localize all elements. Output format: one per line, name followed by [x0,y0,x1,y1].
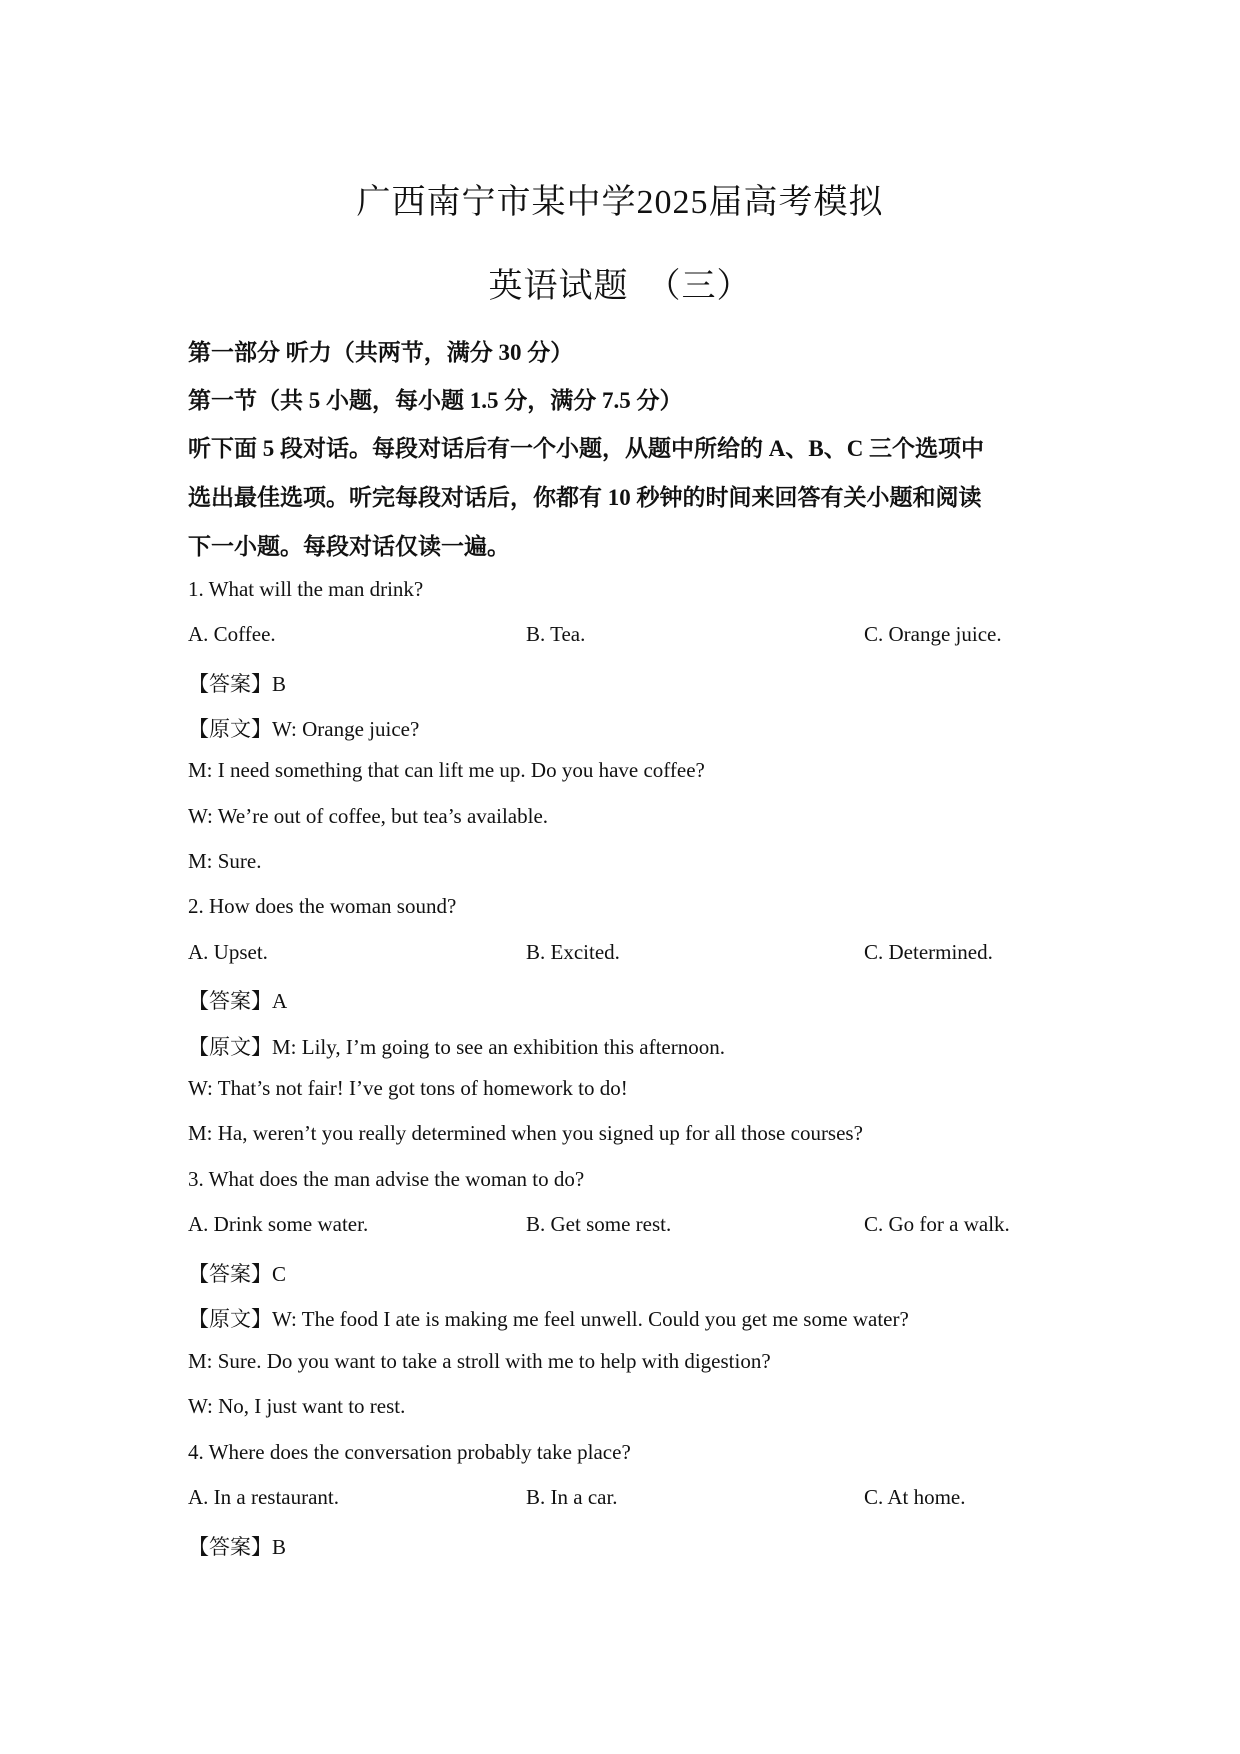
question-1-stem: 1. What will the man drink? [188,577,424,601]
question-3-stem: 3. What does the man advise the woman to do? [188,1167,585,1191]
exam-title: 广西南宁市某中学2025届高考模拟 [356,184,884,221]
question-2-option-c: C. Determined. [864,940,993,964]
question-4-stem: 4. Where does the conversation probably take place? [188,1440,631,1464]
question-1-option-c: C. Orange juice. [864,622,1002,646]
question-1-script-line: 【原文】W: Orange juice? [188,717,420,741]
question-3-answer: 【答案】C [188,1262,287,1286]
question-4-answer: 【答案】B [188,1535,287,1559]
instruction-line-3: 下一小题。每段对话仅读一遍。 [188,534,510,559]
question-3-option-a: A. Drink some water. [188,1212,369,1236]
question-2-script-line: W: That’s not fair! I’ve got tons of homework to do! [188,1076,628,1100]
question-2-script-line: M: Ha, weren’t you really determined when you signed up for all those courses? [188,1121,863,1145]
question-2-option-b: B. Excited. [526,940,620,964]
question-3-script-line: W: No, I just want to rest. [188,1394,406,1418]
question-1-script-line: M: Sure. [188,849,262,873]
question-1-answer: 【答案】B [188,672,287,696]
instruction-line-1: 听下面 5 段对话。每段对话后有一个小题，从题中所给的 A、B、C 三个选项中 [188,436,985,461]
question-1-script-line: W: We’re out of coffee, but tea’s available. [188,804,549,828]
question-3-script-line: M: Sure. Do you want to take a stroll with me to help with digestion? [188,1349,771,1373]
question-2-stem: 2. How does the woman sound? [188,894,457,918]
question-2-answer: 【答案】A [188,989,288,1013]
question-4-option-c: C. At home. [864,1485,966,1509]
question-1-script-line: M: I need something that can lift me up. Do you have coffee? [188,758,705,782]
question-3-option-b: B. Get some rest. [526,1212,672,1236]
question-2-script-line: 【原文】M: Lily, I’m going to see an exhibition this afternoon. [188,1035,725,1059]
part-heading: 第一部分 听力（共两节，满分 30 分） [188,340,574,365]
question-4-option-b: B. In a car. [526,1485,618,1509]
exam-subtitle: 英语试题 （三） [488,268,752,305]
question-3-option-c: C. Go for a walk. [864,1212,1010,1236]
question-3-script-line: 【原文】W: The food I ate is making me feel unwell. Could you get me some water? [188,1307,909,1331]
question-1-option-b: B. Tea. [526,622,586,646]
instruction-line-2: 选出最佳选项。听完每段对话后，你都有 10 秒钟的时间来回答有关小题和阅读 [188,485,982,510]
section-heading: 第一节（共 5 小题，每小题 1.5 分，满分 7.5 分） [188,388,683,413]
question-1-option-a: A. Coffee. [188,622,276,646]
question-4-option-a: A. In a restaurant. [188,1485,340,1509]
question-2-option-a: A. Upset. [188,940,268,964]
